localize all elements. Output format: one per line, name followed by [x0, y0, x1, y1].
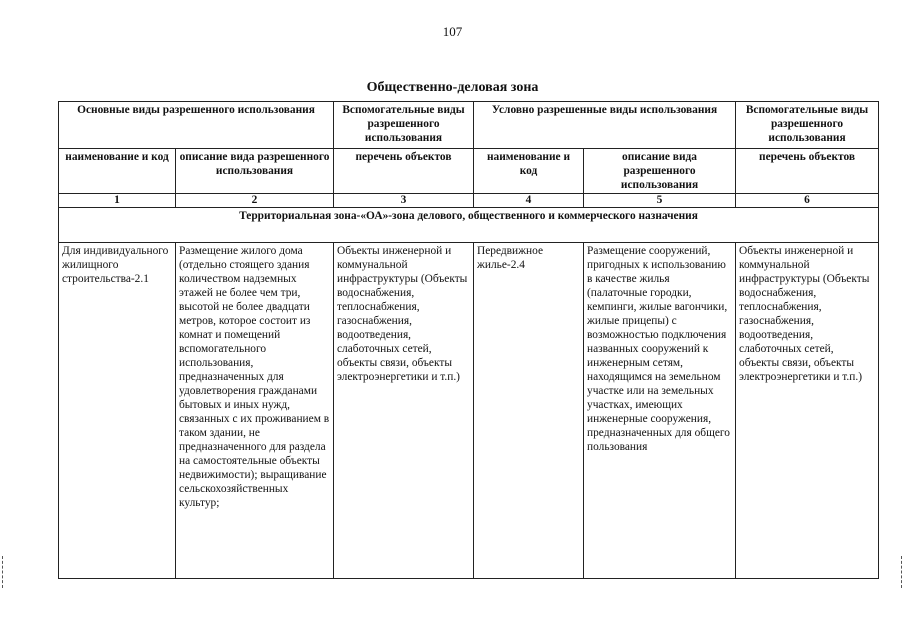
header-object-list-1: перечень объектов — [334, 149, 474, 194]
document-title: Общественно-деловая зона — [366, 80, 539, 95]
column-number: 2 — [176, 194, 334, 208]
column-number: 1 — [59, 194, 176, 208]
header-description-1: описание вида разрешенного использования — [176, 149, 334, 194]
header-group-row — [59, 102, 879, 149]
header-name-code-1: наименование и код — [59, 149, 176, 194]
auxiliary-objects-cell-2: Объекты инженерной и коммунальной инфраструктуры (Объекты водоснабжения, теплоснабжения, газоснабжения, водоотведения, слаботочных сетей, объекты связи, объекты электроэнергетики и т.п.) — [736, 243, 879, 579]
auxiliary-objects-cell-1: Объекты инженерной и коммунальной инфраструктуры (Объекты водоснабжения, теплоснабжения, газоснабжения, водоотведения, слаботочных сетей, объекты связи, объекты электроэнергетики и т.п.) — [334, 243, 474, 579]
header-name-code-2: наименование и код — [474, 149, 584, 194]
land-use-table — [58, 101, 879, 579]
table-row — [59, 243, 879, 579]
right-margin-mark — [901, 556, 903, 588]
main-use-name-cell: Для индивидуального жилищного строительства-2.1 — [59, 243, 176, 579]
column-number: 4 — [474, 194, 584, 208]
conditional-use-description-cell: Размещение сооружений, пригодных к использованию в качестве жилья (палаточные городки, кемпинги, жилые вагончики, жилые прицепы) с возможностью подключения названных сооружений к инженерным сетям, находящимся на земельном участке или на земельных участках, имеющих инженерные сооружения, предназначенных для общего пользования — [584, 243, 736, 579]
header-description-2: описание вида разрешенного использования — [584, 149, 736, 194]
header-conditional-uses: Условно разрешенные виды использования — [474, 102, 736, 149]
zone-title: Территориальная зона-«ОА»-зона делового, общественного и коммерческого назначения — [59, 208, 879, 243]
conditional-use-name-cell: Передвижное жилье-2.4 — [474, 243, 584, 579]
column-number-row — [59, 194, 879, 208]
column-number: 5 — [584, 194, 736, 208]
left-margin-mark — [2, 556, 4, 588]
column-number: 6 — [736, 194, 879, 208]
header-main-uses: Основные виды разрешенного использования — [59, 102, 334, 149]
header-auxiliary-uses-1: Вспомогательные виды разрешенного использования — [334, 102, 474, 149]
zone-title-row — [59, 208, 879, 243]
header-object-list-2: перечень объектов — [736, 149, 879, 194]
column-number: 3 — [334, 194, 474, 208]
header-auxiliary-uses-2: Вспомогательные виды разрешенного использования — [736, 102, 879, 149]
header-column-row — [59, 149, 879, 194]
page-number: 107 — [442, 24, 463, 39]
main-use-description-cell: Размещение жилого дома (отдельно стоящего здания количеством надземных этажей не более чем три, высотой не более двадцати метров, которое состоит из комнат и помещений вспомогательного использования, предназначенных для удовлетворения гражданами бытовых и иных нужд, связанных с их проживанием в таком здании, не предназначенного для раздела на самостоятельные объекты недвижимости); выращивание сельскохозяйственных культур; — [176, 243, 334, 579]
